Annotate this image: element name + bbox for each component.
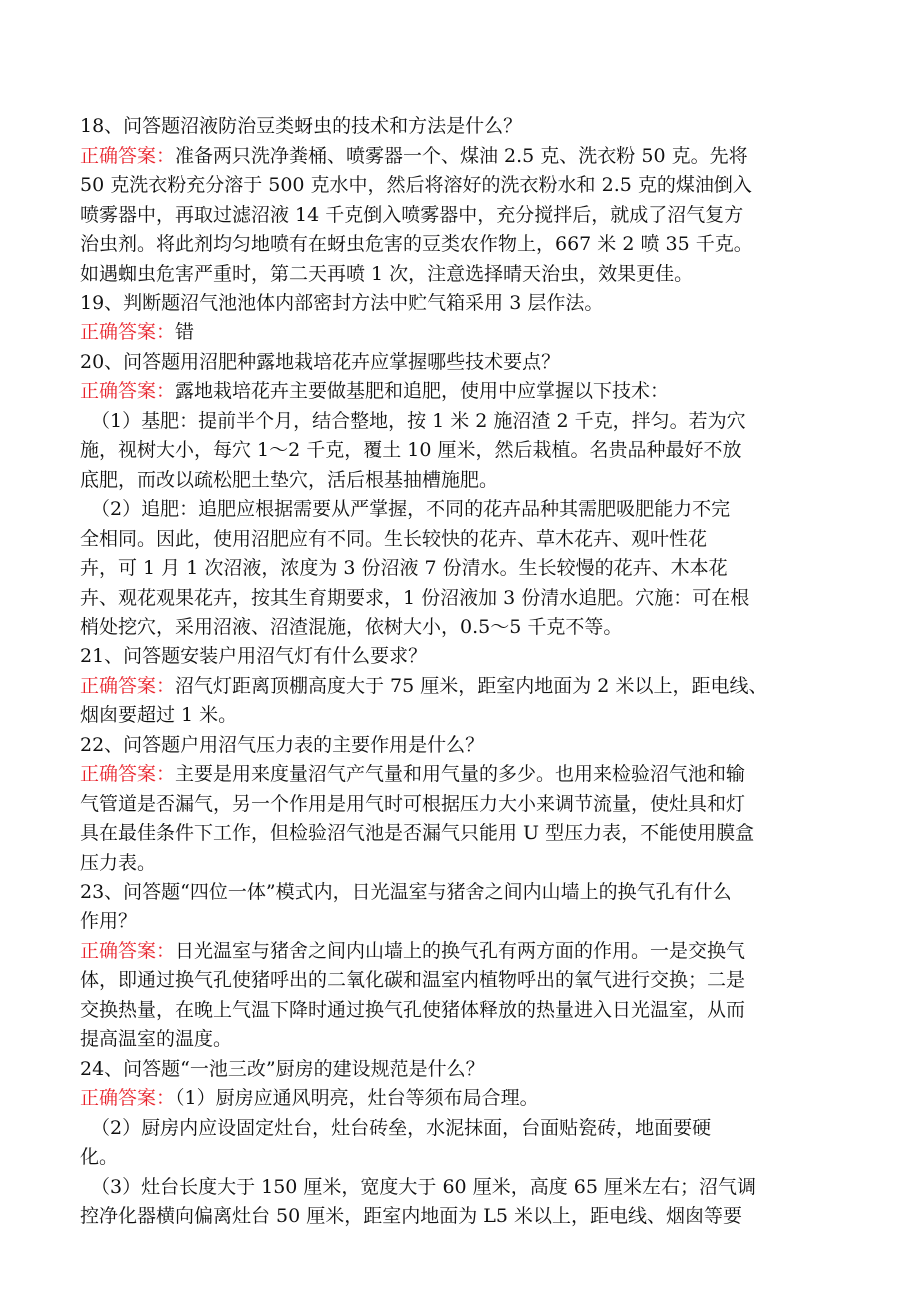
question-24 — [80, 1053, 485, 1085]
answer-text: 露地栽培花卉主要做基肥和追肥，使用中应掌握以下技术： — [175, 380, 670, 402]
answer-text: 具在最佳条件下工作，但检验沼气池是否漏气只能用 U 型压力表，不能使用膜盒 — [80, 822, 755, 844]
question-20 — [80, 346, 560, 378]
answer-text: 提高温室的温度。 — [80, 1028, 233, 1050]
answer-24-line-4 — [91, 1171, 756, 1203]
answer-20-line-2 — [91, 405, 746, 437]
answer-label: 正确答案： — [80, 763, 176, 785]
question-24-text: 24、问答题“一池三改”厨房的建设规范是什么？ — [80, 1058, 485, 1080]
answer-text: （1）基肥：提前半个月，结合整地，按 1 米 2 施沼渣 2 千克，拌匀。若为穴 — [91, 410, 746, 432]
answer-label: 正确答案： — [80, 321, 176, 343]
answer-text: 气管道是否漏气，另一个作用是用气时可根据压力大小来调节流量，使灶具和灯 — [80, 793, 746, 815]
answer-text: 治虫剂。将此剂均匀地喷有在蚜虫危害的豆类农作物上，667 米 2 喷 35 千克。 — [80, 233, 753, 255]
answer-text: 底肥，而改以疏松肥土垫穴，活后根基抽槽施肥。 — [80, 469, 499, 491]
answer-text: 全相同。因此，使用沼肥应有不同。生长较快的花卉、草木花卉、观叶性花 — [80, 528, 708, 550]
question-19 — [80, 287, 603, 319]
question-23-line-2 — [80, 905, 137, 937]
answer-20-line-4 — [80, 464, 498, 496]
answer-text: （3）灶台长度大于 150 厘米，宽度大于 60 厘米，高度 65 厘米左右；沼气调 — [91, 1176, 756, 1198]
answer-text: 喷雾器中，再取过滤沼液 14 千克倒入喷雾器中，充分搅拌后，就成了沼气复方 — [80, 204, 744, 226]
answer-18-line-3 — [80, 199, 743, 231]
answer-22-line-2 — [80, 788, 745, 820]
answer-text: 体，即通过换气孔使猪呼出的二氧化碳和温室内植物呼出的氧气进行交换；二是 — [80, 969, 746, 991]
answer-21-line-2 — [80, 699, 237, 731]
answer-text: 50 克洗衣粉充分溶于 500 克水中，然后将溶好的洗衣粉水和 2.5 克的煤油倒入 — [80, 174, 752, 196]
answer-23-line-4 — [80, 1023, 232, 1055]
answer-text: 主要是用来度量沼气产气量和用气量的多少。也用来检验沼气池和输 — [175, 763, 746, 785]
answer-label: 正确答案： — [80, 380, 176, 402]
question-20-text: 20、问答题用沼肥种露地栽培花卉应掌握哪些技术要点？ — [80, 351, 561, 373]
answer-text: 准备两只洗净粪桶、喷雾器一个、煤油 2.5 克、洗衣粉 50 克。先将 — [175, 145, 748, 167]
question-23-text: 作用？ — [80, 910, 138, 932]
answer-text: 交换热量，在晚上气温下降时通过换气孔使猪体释放的热量进入日光温室，从而 — [80, 999, 746, 1021]
question-21 — [80, 640, 427, 672]
answer-text: （2）追肥：追肥应根据需要从严掌握，不同的花卉品种其需肥吸肥能力不完 — [91, 498, 731, 520]
answer-23-line-1 — [80, 935, 745, 967]
answer-label: 正确答案： — [80, 145, 176, 167]
question-23-text: 23、问答题“四位一体”模式内，日光温室与猪舍之间内山墙上的换气孔有什么 — [80, 881, 732, 903]
answer-text: 沼气灯距离顶棚高度大于 75 厘米，距室内地面为 2 米以上，距电线、 — [175, 675, 768, 697]
answer-20-line-7 — [80, 552, 728, 584]
answer-text: （2）厨房内应设固定灶台，灶台砖垒，水泥抹面，台面贴瓷砖，地面要硬 — [91, 1117, 712, 1139]
answer-text: 日光温室与猪舍之间内山墙上的换气孔有两方面的作用。一是交换气 — [175, 940, 746, 962]
answer-23-line-3 — [80, 994, 745, 1026]
answer-text: 施，视树大小，每穴 1～2 千克，覆土 10 厘米，然后栽植。名贵品种最好不放 — [80, 439, 742, 461]
answer-24-line-1 — [80, 1082, 539, 1114]
answer-20-line-3 — [80, 434, 742, 466]
question-22-text: 22、问答题户用沼气压力表的主要作用是什么？ — [80, 734, 485, 756]
question-23-line-1 — [80, 876, 732, 908]
question-18-text: 18、问答题沼液防治豆类蚜虫的技术和方法是什么？ — [80, 115, 523, 137]
answer-24-line-2 — [91, 1112, 711, 1144]
answer-label: 正确答案： — [80, 1087, 176, 1109]
answer-19-line-1 — [80, 316, 194, 348]
question-22 — [80, 729, 484, 761]
answer-18-line-5 — [80, 258, 693, 290]
answer-text: （1）厨房应通风明亮，灶台等须布局合理。 — [175, 1087, 539, 1109]
answer-23-line-2 — [80, 964, 745, 996]
answer-text: 控净化器横向偏离灶台 50 厘米，距室内地面为 L5 米以上，距电线、烟囱等要 — [80, 1205, 743, 1227]
answer-label: 正确答案： — [80, 940, 176, 962]
answer-20-line-1 — [80, 375, 669, 407]
answer-18-line-1 — [80, 140, 748, 172]
answer-18-line-2 — [80, 169, 752, 201]
answer-text: 错 — [175, 321, 195, 343]
answer-24-line-3 — [80, 1141, 118, 1173]
answer-22-line-4 — [80, 847, 156, 879]
answer-label: 正确答案： — [80, 675, 176, 697]
answer-text: 化。 — [80, 1146, 119, 1168]
question-18 — [80, 110, 522, 142]
answer-text: 梢处挖穴，采用沼液、沼渣混施，依树大小，0.5～5 千克不等。 — [80, 616, 623, 638]
answer-text: 如遇蜘虫危害严重时，第二天再喷 1 次，注意选择晴天治虫，效果更佳。 — [80, 263, 694, 285]
answer-22-line-1 — [80, 758, 745, 790]
question-19-text: 19、判断题沼气池池体内部密封方法中贮气箱采用 3 层作法。 — [80, 292, 604, 314]
answer-text: 压力表。 — [80, 852, 157, 874]
answer-24-line-5 — [80, 1200, 742, 1232]
answer-20-line-9 — [80, 611, 622, 643]
answer-text: 卉，可 1 月 1 次沼液，浓度为 3 份沼液 7 份清水。生长较慢的花卉、木本花 — [80, 557, 728, 579]
answer-text: 烟囱要超过 1 米。 — [80, 704, 238, 726]
answer-20-line-6 — [80, 523, 707, 555]
answer-text: 卉、观花观果花卉，按其生育期要求，1 份沼液加 3 份清水追肥。穴施：可在根 — [80, 587, 750, 609]
answer-20-line-5 — [91, 493, 730, 525]
question-21-text: 21、问答题安装户用沼气灯有什么要求？ — [80, 645, 428, 667]
answer-21-line-1 — [80, 670, 767, 702]
answer-22-line-3 — [80, 817, 754, 849]
answer-20-line-8 — [80, 582, 749, 614]
answer-18-line-4 — [80, 228, 753, 260]
